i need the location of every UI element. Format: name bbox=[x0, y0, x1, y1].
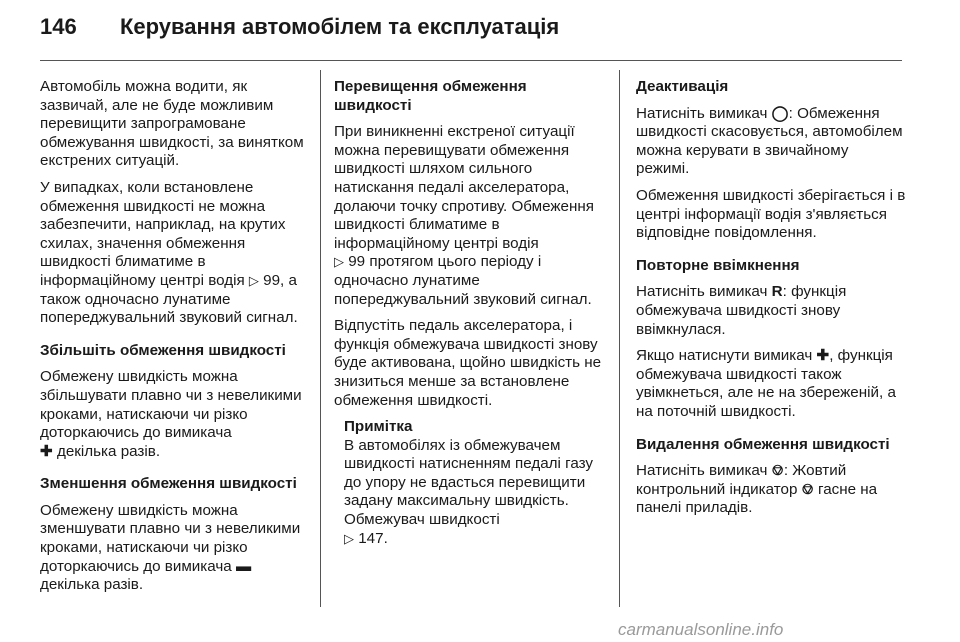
note-box bbox=[344, 418, 606, 548]
note-paragraph: В автомобілях із обмежувачем швидкості натисненням педалі газу до упору не вдасться перевищити задану максимальну швидкість. Обмежувач швидкості ▷ 147. bbox=[344, 436, 593, 547]
delete-paragraph: Натисніть вимикач ⎊: Жовтий контрольний індикатор ⎊ гасне на панелі приладів. bbox=[636, 462, 878, 517]
arrow-ref-icon: ▷ bbox=[344, 530, 354, 546]
exceed-heading: Перевищення обмеження швидкості bbox=[334, 78, 527, 114]
minus-switch-icon: ▬ bbox=[235, 557, 252, 575]
speed-limiter-icon: ⎊ bbox=[771, 462, 784, 480]
arrow-ref-icon: ▷ bbox=[248, 272, 259, 288]
column-2 bbox=[334, 78, 606, 556]
plus-switch-icon: ✚ bbox=[816, 347, 830, 365]
resume-heading: Повторне ввімкнення bbox=[636, 256, 800, 274]
page-title: Керування автомобілем та експлуатація bbox=[120, 14, 560, 39]
decrease-heading: Зменшення обмеження швидкості bbox=[40, 475, 297, 493]
column-1 bbox=[40, 78, 310, 603]
plus-paragraph: Якщо натиснути вимикач ✚, функція обмежувача швидкості також увімкнеться, але не на збереженій, а на поточній швидкості. bbox=[636, 347, 896, 420]
column-divider-2 bbox=[619, 70, 620, 607]
plus-switch-icon: ✚ bbox=[40, 442, 53, 460]
speed-limiter-icon: ⎊ bbox=[801, 480, 814, 498]
page-ref[interactable]: 99, bbox=[263, 271, 285, 289]
arrow-ref-icon: ▷ bbox=[334, 254, 344, 270]
cases-paragraph: У випадках, коли встановлене обмеження швидкості не можна забезпечити, наприклад, на крутих схилах, значення обмеження швидкості блиматиме в інформаційному центрі водія ▷ 99, а також одночасно лунатиме попереджувальний звуковий сигнал. bbox=[40, 178, 298, 327]
resume-paragraph: Натисніть вимикач R: функція обмежувача швидкості знову ввімкнулася. bbox=[636, 283, 847, 338]
resume-switch-icon: R bbox=[771, 283, 783, 301]
column-divider-1 bbox=[320, 70, 321, 607]
column-3 bbox=[636, 78, 906, 526]
page-number: 146 bbox=[40, 14, 77, 39]
circle-off-icon: ◯ bbox=[771, 104, 789, 122]
increase-paragraph: Обмежену швидкість можна збільшувати плавно чи з невеликими кроками, натискаючи чи різко доторкаючись до вимикача ✚ декілька разів. bbox=[40, 368, 302, 460]
note-title: Примітка bbox=[344, 418, 413, 436]
stored-paragraph: Обмеження швидкості зберігається і в центрі інформації водія з'являється відповідне повідомлення. bbox=[636, 186, 906, 242]
exceed-paragraph: При виникненні екстреної ситуації можна перевищувати обмеження швидкості шляхом сильного натискання педалі акселератора, долаючи точку спротиву. Обмеження швидкості блиматиме в інформаційному центрі водія ▷ 99 протягом цього періоду і одночасно лунатиме попереджувальний звуковий сигнал. bbox=[334, 123, 594, 308]
decrease-paragraph: Обмежену швидкість можна зменшувати плавно чи з невеликими кроками, натискаючи чи різко доторкаючись до вимикача ▬ декілька разів. bbox=[40, 501, 301, 594]
page-header bbox=[40, 14, 559, 50]
increase-heading: Збільшіть обмеження швидкості bbox=[40, 341, 286, 359]
delete-heading: Видалення обмеження швидкості bbox=[636, 435, 890, 453]
page-ref[interactable]: 99 bbox=[348, 253, 366, 271]
watermark: carmanualsonline.info bbox=[618, 620, 784, 639]
header-rule bbox=[40, 60, 902, 61]
deactivation-paragraph: Натисніть вимикач ◯: Обмеження швидкості скасовується, автомобілем можна керувати в звичайному режимі. bbox=[636, 104, 903, 178]
release-paragraph: Відпустіть педаль акселератора, і функція обмежувача швидкості знову буде активована, щойно швидкість не знизиться менше за встановлене обмеження швидкості. bbox=[334, 317, 602, 409]
page-ref[interactable]: 147. bbox=[358, 529, 388, 547]
intro-paragraph: Автомобіль можна водити, як зазвичай, але не буде можливим перевищити запрограмоване обмежування швидкості, за винятком екстрених ситуацій. bbox=[40, 78, 304, 170]
deactivation-heading: Деактивація bbox=[636, 78, 729, 95]
